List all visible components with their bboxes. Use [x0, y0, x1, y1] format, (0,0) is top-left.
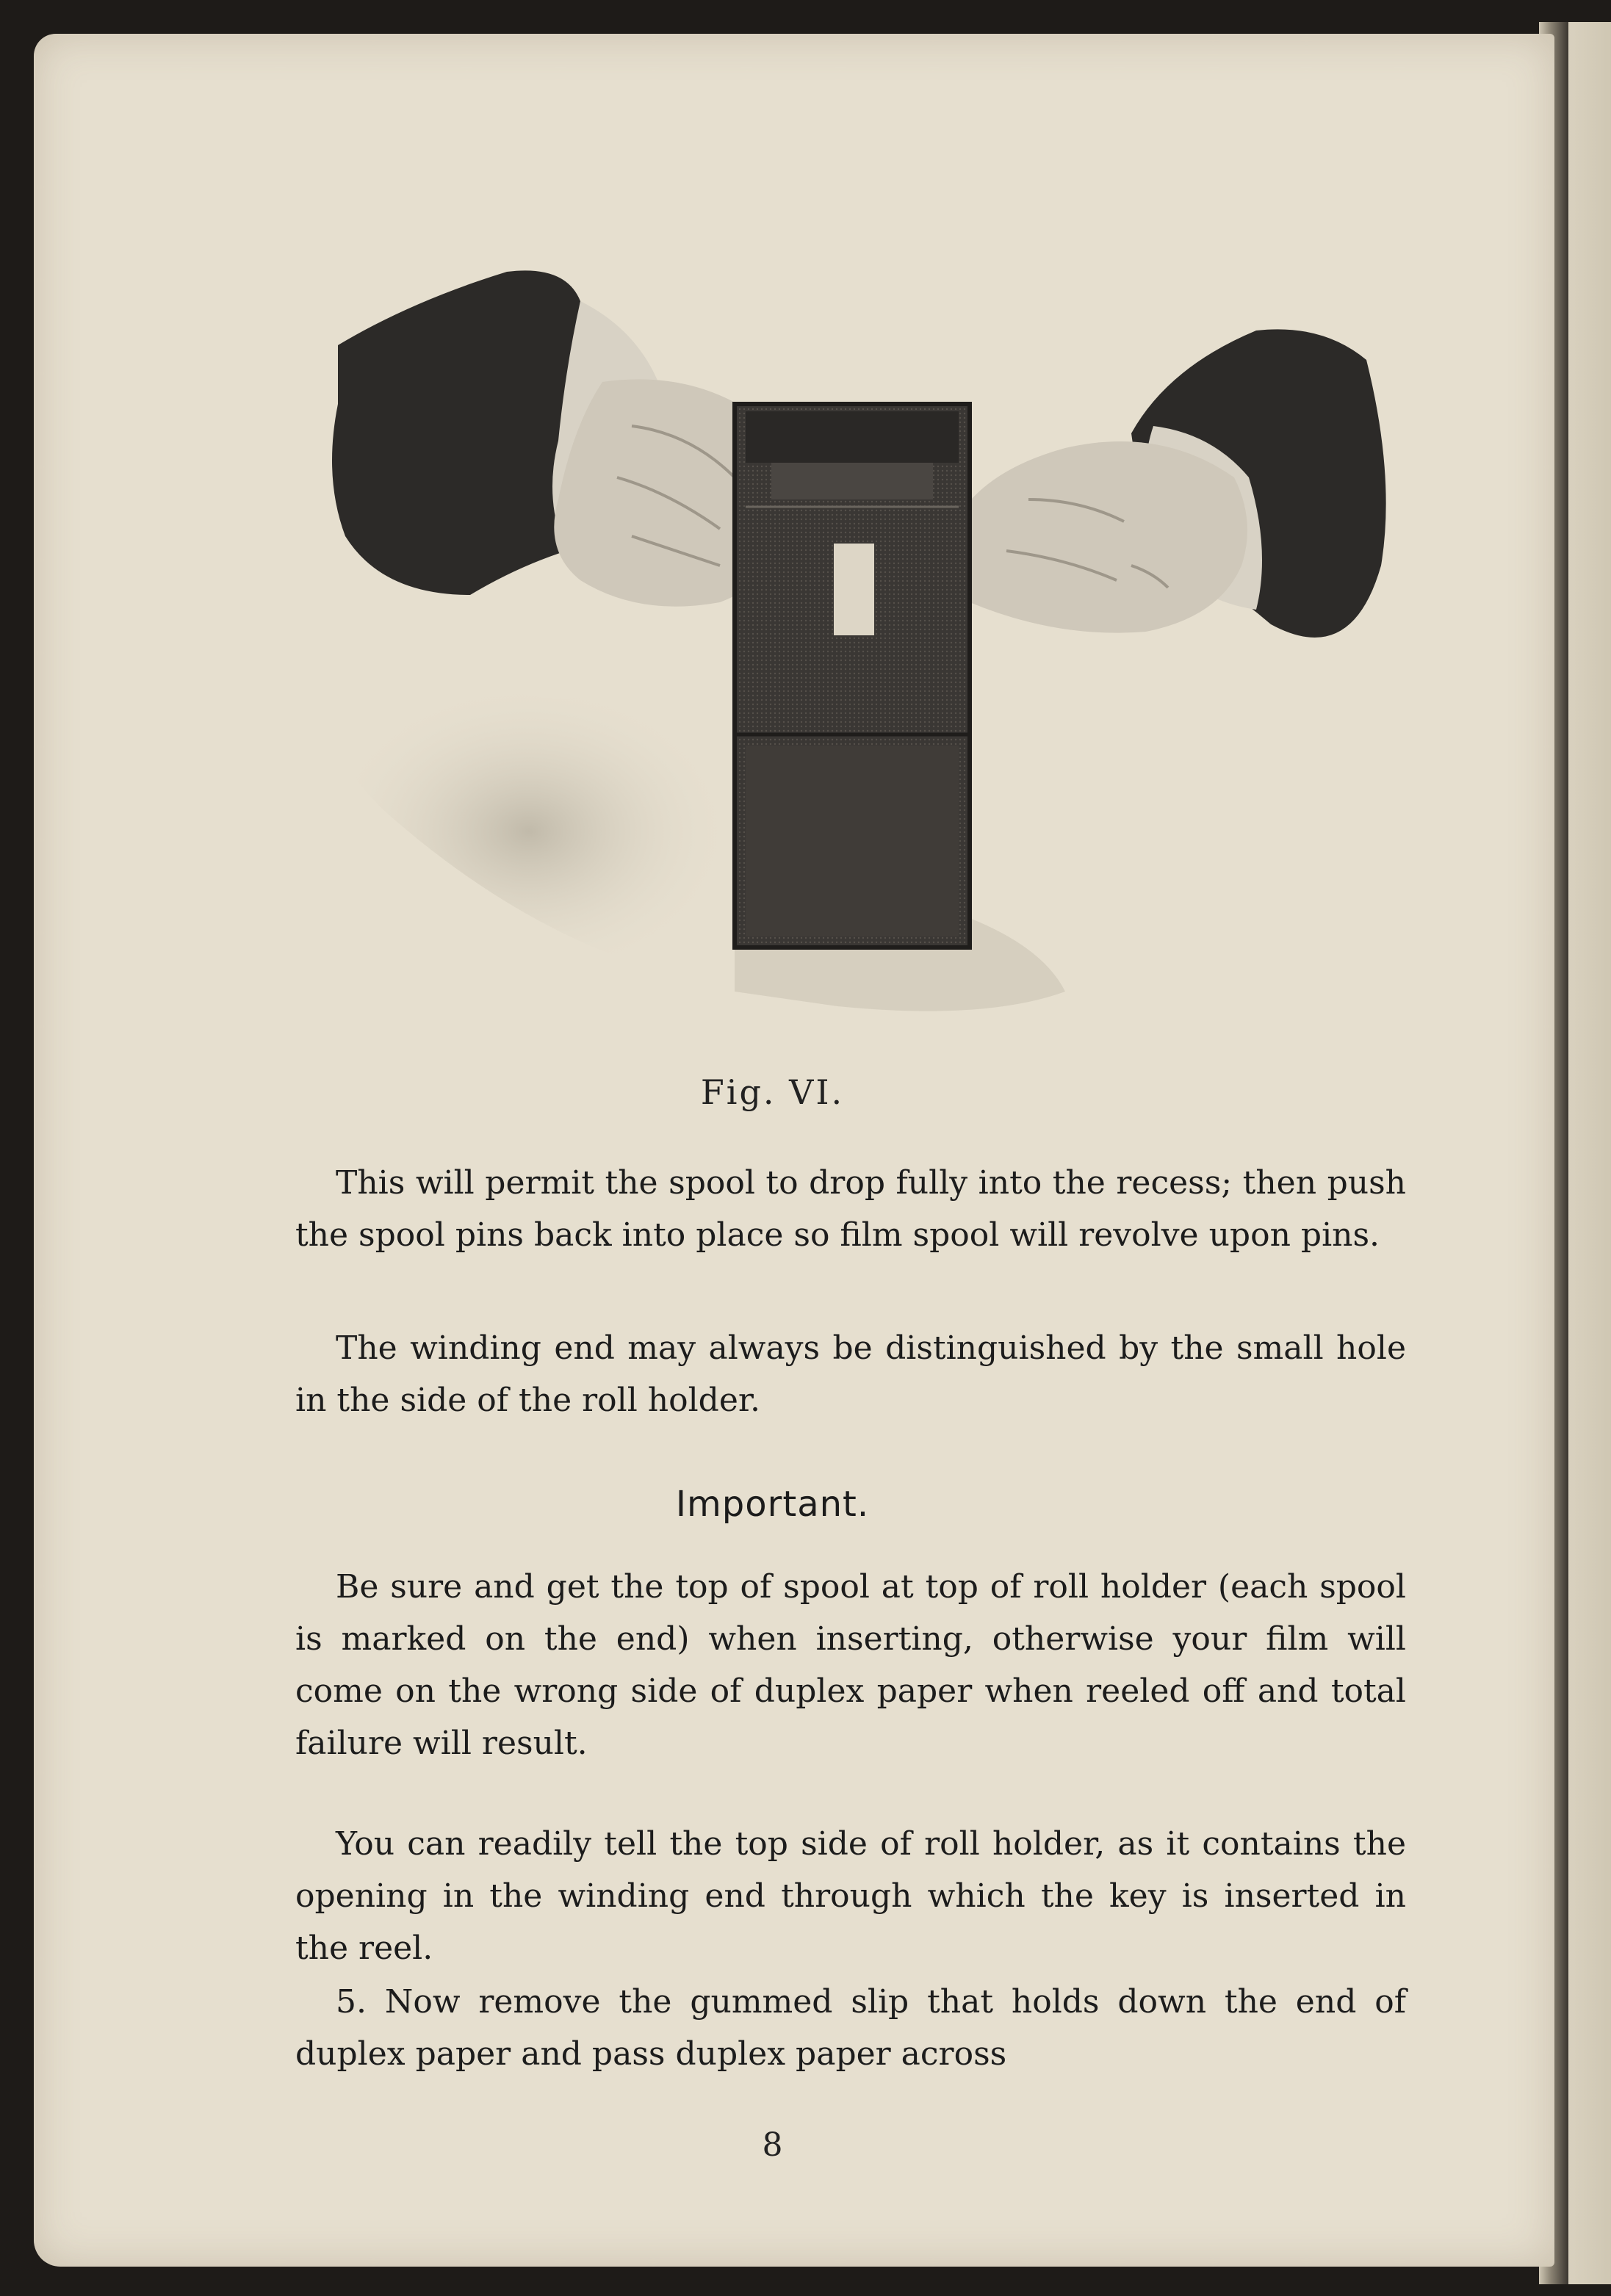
paragraph-text: You can readily tell the top side of roll holder, as it contains the opening in the winding end through which the key is inserted in the reel.	[295, 1825, 1406, 1967]
paragraph-top-side	[295, 1818, 1406, 1974]
figure-caption: Fig. VI.	[700, 1072, 845, 1112]
paragraph-text: The winding end may always be distinguished by the small hole in the side of the roll holder.	[295, 1329, 1406, 1419]
paragraph-step-5	[295, 1976, 1406, 2080]
paragraph-spool-drop	[295, 1157, 1406, 1261]
next-page-edge	[1568, 22, 1611, 2284]
paragraph-text: Be sure and get the top of spool at top of roll holder (each spool is marked on the end) when inserting, otherwise your film will come on the wrong side of duplex paper when reeled off and total failure will result.	[295, 1568, 1406, 1762]
page-number: 8	[762, 2126, 783, 2164]
roll-holder-hands-photo	[323, 257, 1396, 1036]
figure-illustration	[323, 257, 1396, 1036]
paragraph-winding-end	[295, 1322, 1406, 1426]
paragraph-text: This will permit the spool to drop fully into the recess; then push the spool pins back into place so film spool will revolve upon pins.	[295, 1164, 1406, 1254]
section-heading-important: Important.	[675, 1484, 870, 1525]
paragraph-be-sure	[295, 1561, 1406, 1769]
paragraph-text: 5. Now remove the gummed slip that holds down the end of duplex paper and pass duplex paper across	[295, 1983, 1406, 2073]
